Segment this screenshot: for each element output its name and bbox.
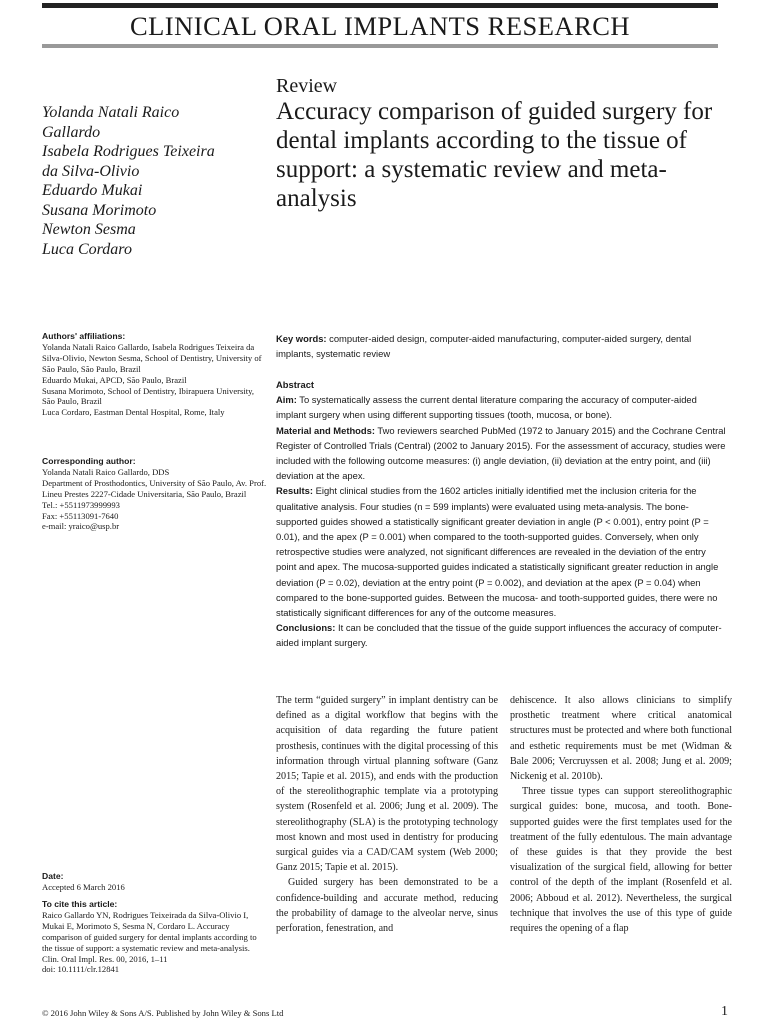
methods-text: Two reviewers searched PubMed (1972 to January 2015) and the Cochrane Central Register of Controlled Trials (Central) (2002 to January 2015). For the assessment of accuracy, studies were included with the following outcome measures: (i) angle deviation, (ii) deviation at the entry point, and (iii) deviation at the apex. [276, 424, 726, 482]
author-line: Eduardo Mukai [42, 182, 143, 199]
header-bottom-rule [42, 44, 718, 48]
corresponding-line: Tel.: +5511973999993 [42, 499, 120, 510]
body-paragraph: Guided surgery has been demonstrated to be a confidence-building and accurate method, reducing the probability of damage to the alveolar nerve, sinus perforation, fenestration, and [276, 877, 498, 935]
author-line: Gallardo [42, 123, 101, 141]
author-line: Isabela Rodrigues Teixeira [42, 143, 215, 160]
body-paragraph: The term “guided surgery” in implant dentistry can be defined as a digital workflow that begins with the acquisition of data regarding the future patient prosthesis, continues with the digital processing of this information through virtual planning software (Ganz 2015; Tapie et al. 2015), and ends with the production of the stereolithographic template via a prototyping system (Rosenfeld et al. 2006; Jung et al. 2009). The stereolithography (SLA) is the prototyping technology most known and most used in dentistry for producing surgical guides via a CAD/CAM system (Web 2000; Ganz 2015; Tapie et al. 2015). [276, 695, 498, 874]
cite-text: Raico Gallardo YN, Rodrigues Teixeirada da Silva-Olivio I, Mukai E, Morimoto S, Sesma N, Cordaro L. Accuracy comparison of guided surgery for dental implants according to the tissue of support: a systematic review and meta-analysis. [42, 909, 257, 953]
affiliation-line: Luca Cordaro, Eastman Dental Hospital, Rome, Italy [42, 407, 225, 418]
corresponding-heading: Corresponding author: [42, 456, 136, 466]
affiliation-line: Susana Morimoto, School of Dentistry, Ibirapuera University, São Paulo, Brazil [42, 385, 255, 407]
methods-label: Material and Methods: [276, 424, 375, 436]
date-heading: Date: [42, 871, 64, 881]
aim-text: To systematically assess the current dental literature comparing the accuracy of computer-aided implant surgery when using different supporting tissues (tooth, mucosa, or bone). [276, 394, 697, 421]
date-block [42, 871, 267, 893]
affiliations-heading: Authors' affiliations: [42, 331, 126, 341]
journal-title: CLINICAL ORAL IMPLANTS RESEARCH [129, 11, 631, 41]
body-paragraph: dehiscence. It also allows clinicians to simplify prosthetic treatment where critical anatomical structures must be protected and where both functional and esthetic requirements must be met (Widman & Bale 2006; Vercruyssen et al. 2008; Jung et al. 2009; Nickenig et al. 2010b). [510, 695, 732, 783]
affiliation-line: Eduardo Mukai, APCD, São Paulo, Brazil [42, 374, 187, 385]
abstract-block [276, 377, 728, 651]
author-line: Luca Cordaro [42, 240, 132, 258]
article-title: Accuracy comparison of guided surgery for dental implants according to the tissue of support: a systematic review and meta-analysis [276, 98, 713, 212]
aim-label: Aim: [276, 394, 297, 406]
cite-heading: To cite this article: [42, 899, 118, 909]
keywords-label: Key words: [276, 333, 327, 344]
conclusions-label: Conclusions: [276, 622, 336, 634]
conclusions-text: It can be concluded that the tissue of the guide support influences the accuracy of computer-aided implant surgery. [276, 622, 722, 649]
affiliations-block [42, 331, 267, 418]
author-list [42, 103, 272, 259]
email-link[interactable]: e-mail: yraico@usp.br [42, 521, 120, 532]
author-line: Yolanda Natali Raico [42, 104, 180, 121]
header-top-rule [42, 3, 718, 8]
corresponding-line: Fax: +55113091-7640 [42, 510, 119, 521]
date-text: Accepted 6 March 2016 [42, 881, 125, 892]
author-line: Newton Sesma [42, 221, 136, 238]
corresponding-line: Department of Prosthodontics, University of São Paulo, Av. Prof. Lineu Prestes 2227-Cidade Universitaria, São Paulo, Brazil [42, 477, 267, 499]
body-column-2 [510, 693, 732, 936]
keywords-text: computer-aided design, computer-aided manufacturing, computer-aided surgery, dental implants, systematic review [276, 333, 692, 360]
abstract-heading: Abstract [276, 379, 315, 390]
page-number: 1 [721, 1004, 728, 1019]
author-line: Susana Morimoto [42, 201, 157, 219]
body-paragraph: Three tissue types can support stereolithographic surgical guides: bone, mucosa, and tooth. Bone-supported guides were the first templates used for the treatment of the fully edentulous. The main advantage of these guides is that they provide the best visualization of the surgical field, allowing for better control of the depth of the implant (Rosenfeld et al. 2006; Abboud et al. 2012). Nevertheless, the surgical technique that involves the use of this type of guide requires the opening of a flap [510, 786, 732, 935]
results-label: Results: [276, 485, 313, 497]
doi-link[interactable]: doi: 10.1111/clr.12841 [42, 964, 120, 975]
footer-copyright: © 2016 John Wiley & Sons A/S. Published by John Wiley & Sons Ltd [42, 1008, 284, 1018]
corresponding-name: Yolanda Natali Raico Gallardo, DDS [42, 466, 170, 477]
cite-journal-ref: Clin. Oral Impl. Res. 00, 2016, 1–11 [42, 953, 168, 964]
keywords-block [276, 331, 728, 361]
results-text: Eight clinical studies from the 1602 articles initially identified met the inclusion criteria for the qualitative analysis. Four studies (n = 599 implants) were evaluated using meta-analysis. The bone-supported guides showed a statistically significant greater deviation in angle (P < 0.001), entry point (P = 0.01), and the apex (P = 0.001) when compared to the tooth-supported guides. Conversely, when only retrospective studies were analyzed, not significant differences are revealed in the deviation of the entry point and apex. The mucosa-supported guides indicated a statistically significant greater reduction in angle deviation (P = 0.02), deviation at the entry point (P = 0.002), and deviation at the apex (P = 0.04) when compared to the bone-supported guides. Between the mucosa- and tooth-supported guides, there were no statistically significant differences for any of the outcome measures. [276, 485, 719, 619]
body-column-1 [276, 693, 498, 936]
affiliation-line: Yolanda Natali Raico Gallardo, Isabela Rodrigues Teixeira da Silva-Olivio, Newton Sesma, School of Dentistry, University of São Paulo, São Paulo, Brazil [42, 341, 262, 374]
article-type: Review [276, 75, 338, 97]
author-line: da Silva-Olivio [42, 162, 140, 180]
cite-block [42, 899, 267, 975]
corresponding-author-block [42, 456, 267, 532]
